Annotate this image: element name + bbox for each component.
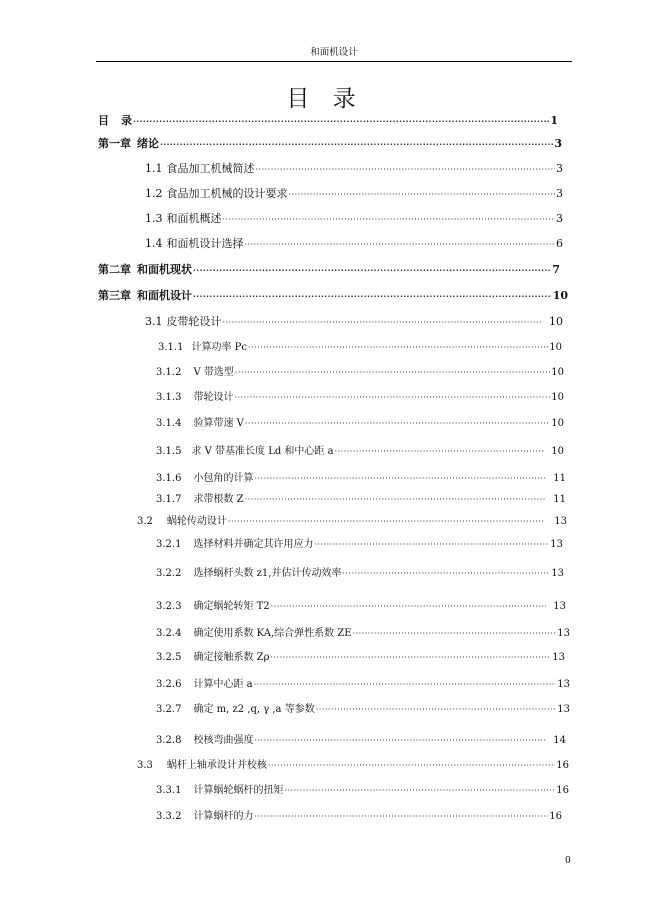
toc-entry-page: 13	[550, 539, 563, 550]
toc-entry-title: 小包角的计算	[193, 473, 254, 484]
toc-entry-title: 选择材料并确定其许用应力	[193, 539, 314, 550]
toc-entry-3-2-2[interactable]	[156, 567, 564, 581]
toc-entry-3-2-6[interactable]	[156, 678, 570, 692]
toc-entry-number: 3.1.1	[158, 342, 184, 353]
toc-entry-number: 3.3.1	[156, 785, 182, 796]
toc-entry-number: 1.4	[145, 237, 163, 250]
toc-entry-title: 计算中心距 a	[193, 679, 253, 690]
toc-entry-title: 计算功率 Pc	[191, 342, 247, 353]
toc-entry-page: 10	[549, 315, 563, 328]
toc-entry-number: 第一章	[98, 137, 131, 150]
toc-dot-leader	[248, 341, 548, 355]
toc-entry-chapter-2[interactable]	[98, 263, 560, 277]
toc-entry-number: 1.2	[145, 187, 163, 200]
toc-entry-number: 3.2.6	[156, 679, 182, 690]
toc-entry-3-2-4[interactable]	[156, 627, 570, 641]
toc-entry-number: 3.1	[145, 315, 163, 328]
footer-page-number: 0	[565, 856, 571, 866]
toc-entry-page: 10	[549, 342, 562, 353]
toc-dot-leader	[256, 163, 556, 177]
toc-entry-title: 蜗轮传动设计	[166, 516, 227, 527]
toc-entry-1-1[interactable]	[145, 162, 563, 177]
toc-entry-3-1-4[interactable]	[156, 417, 564, 431]
toc-entry-title: 验算带速 V	[193, 418, 244, 429]
toc-entry-page: 13	[557, 679, 570, 690]
toc-dot-leader	[271, 600, 547, 614]
toc-dot-leader	[254, 810, 548, 824]
toc-entry-page: 16	[549, 811, 562, 822]
toc-entry-contents[interactable]	[98, 114, 558, 128]
toc-entry-3-3-1[interactable]	[156, 784, 569, 798]
toc-entry-title: 确定使用系数 KA,综合弹性系数 ZE	[193, 628, 352, 639]
toc-entry-page: 14	[553, 735, 566, 746]
toc-entry-number: 3.1.5	[156, 446, 182, 457]
toc-entry-chapter-3[interactable]	[98, 289, 568, 303]
toc-entry-3-2-3[interactable]	[156, 600, 566, 614]
toc-entry-3-2[interactable]	[137, 515, 567, 529]
toc-entry-title: 确定接触系数 Zρ	[193, 652, 270, 663]
toc-entry-page: 13	[557, 628, 570, 639]
toc-dot-leader	[268, 759, 555, 773]
toc-entry-title: 食品加工机械的设计要求	[166, 187, 288, 200]
toc-entry-1-3[interactable]	[145, 212, 563, 227]
header-rule	[96, 61, 572, 62]
toc-entry-number: 3.2.3	[156, 601, 182, 612]
toc-entry-number: 第三章	[98, 289, 131, 302]
toc-entry-3-1-2[interactable]	[156, 366, 564, 380]
toc-entry-number: 3.2.5	[156, 652, 182, 663]
toc-entry-page: 16	[556, 785, 569, 796]
toc-entry-page: 3	[554, 137, 562, 150]
toc-dot-leader	[284, 784, 555, 798]
toc-dot-leader	[353, 627, 557, 641]
toc-entry-title: 和面机设计	[137, 289, 192, 302]
toc-entry-number: 目	[98, 114, 109, 127]
toc-entry-number: 3.2.1	[156, 539, 182, 550]
toc-dot-leader	[289, 188, 556, 202]
toc-dot-leader	[223, 213, 556, 227]
toc-entry-page: 10	[551, 418, 564, 429]
toc-entry-page: 7	[552, 263, 560, 276]
toc-entry-page: 13	[557, 704, 570, 715]
toc-entry-chapter-1[interactable]	[98, 137, 562, 151]
toc-dot-leader	[245, 493, 547, 507]
toc-entry-3-1[interactable]	[145, 315, 563, 330]
toc-entry-title: 校核弯曲强度	[193, 735, 254, 746]
toc-entry-title: 和面机设计选择	[166, 237, 244, 250]
toc-entry-page: 13	[551, 568, 564, 579]
toc-entry-page: 13	[552, 652, 565, 663]
toc-entry-title: 和面机概述	[166, 212, 222, 225]
toc-entry-page: 11	[553, 494, 566, 505]
toc-entry-page: 6	[556, 237, 563, 250]
toc-entry-1-2[interactable]	[145, 187, 563, 202]
toc-entry-title: V 带选型	[193, 367, 234, 378]
toc-entry-number: 3.2.7	[156, 704, 182, 715]
toc-entry-number: 3.1.6	[156, 473, 182, 484]
toc-entry-3-3-2[interactable]	[156, 810, 562, 824]
toc-entry-title: 确定蜗轮转矩 T2	[193, 601, 270, 612]
toc-entry-title: 皮带轮设计	[166, 315, 222, 328]
toc-dot-leader	[193, 289, 552, 303]
toc-dot-leader	[245, 238, 556, 252]
toc-entry-title: 选择蜗杆头数 z1,并估计传动效率	[193, 568, 342, 579]
toc-entry-number: 3.2.8	[156, 735, 182, 746]
toc-entry-title: 蜗杆上轴承设计并校核	[166, 760, 267, 771]
toc-entry-page: 16	[556, 760, 569, 771]
toc-dot-leader	[316, 703, 557, 717]
toc-dot-leader	[314, 538, 549, 552]
toc-entry-title: 带轮设计	[193, 392, 234, 403]
toc-entry-3-1-3[interactable]	[156, 391, 564, 405]
toc-entry-title: 绪论	[137, 137, 159, 150]
toc-dot-leader	[234, 391, 550, 405]
toc-dot-leader	[193, 263, 551, 277]
toc-entry-number: 1.3	[145, 212, 163, 225]
toc-entry-number: 1.1	[145, 162, 163, 175]
toc-entry-number: 第二章	[98, 263, 131, 276]
toc-entry-number: 3.3.2	[156, 811, 182, 822]
toc-entry-page: 3	[556, 162, 563, 175]
toc-entry-title: 食品加工机械简述	[166, 162, 255, 175]
toc-entry-page: 3	[556, 187, 563, 200]
toc-entry-3-1-1[interactable]	[158, 341, 562, 355]
toc-dot-leader	[223, 316, 543, 330]
toc-entry-page: 3	[556, 212, 563, 225]
toc-entry-number: 3.1.2	[156, 367, 182, 378]
toc-entry-number: 3.1.7	[156, 494, 182, 505]
toc-entry-3-2-1[interactable]	[156, 538, 563, 552]
toc-entry-title: 计算蜗轮蜗杆的扭矩	[193, 785, 284, 796]
toc-dot-leader	[335, 445, 545, 459]
toc-entry-title: 录	[121, 114, 132, 127]
toc-entry-1-4[interactable]	[145, 237, 563, 252]
toc-entry-page: 10	[551, 392, 564, 403]
toc-dot-leader	[235, 366, 550, 380]
toc-dot-leader	[342, 567, 550, 581]
toc-entry-title: 求 V 带基准长度 Ld 和中心距 a	[191, 446, 334, 457]
toc-dot-leader	[160, 137, 553, 151]
toc-dot-leader	[270, 651, 551, 665]
toc-entry-page: 1	[550, 114, 558, 127]
toc-entry-page: 10	[551, 367, 564, 378]
toc-dot-leader	[254, 472, 546, 486]
toc-entry-page: 13	[554, 516, 567, 527]
toc-entry-3-1-6[interactable]	[156, 472, 566, 486]
toc-dot-leader	[254, 678, 557, 692]
toc-dot-leader	[245, 417, 550, 431]
toc-entry-page: 13	[553, 601, 566, 612]
toc-entry-title: 确定 m, z2 ,q, γ ,a 等参数	[193, 704, 315, 715]
toc-entry-number: 3.2	[137, 516, 153, 527]
toc-entry-page: 10	[551, 446, 564, 457]
toc-entry-3-2-5[interactable]	[156, 651, 565, 665]
toc-entry-title: 求带根数 Z	[193, 494, 244, 505]
running-header: 和面机设计	[310, 47, 358, 58]
toc-entry-3-1-7[interactable]	[156, 493, 566, 507]
toc-entry-title: 和面机现状	[137, 263, 192, 276]
toc-entry-3-1-5[interactable]	[156, 445, 564, 459]
toc-entry-number: 3.1.4	[156, 418, 182, 429]
toc-entry-page: 10	[552, 289, 568, 302]
toc-entry-number: 3.1.3	[156, 392, 182, 403]
toc-entry-number: 3.2.2	[156, 568, 182, 579]
page-title: 目 录	[286, 86, 364, 112]
toc-dot-leader	[133, 114, 549, 128]
toc-entry-3-2-7[interactable]	[156, 703, 570, 717]
toc-entry-number: 3.3	[137, 760, 153, 771]
toc-entry-page: 11	[553, 473, 566, 484]
toc-entry-title: 计算蜗杆的力	[193, 811, 254, 822]
toc-dot-leader	[254, 734, 546, 748]
toc-entry-number: 3.2.4	[156, 628, 182, 639]
toc-dot-leader	[228, 515, 545, 529]
toc-entry-3-3[interactable]	[137, 759, 569, 773]
toc-entry-3-2-8[interactable]	[156, 734, 566, 748]
